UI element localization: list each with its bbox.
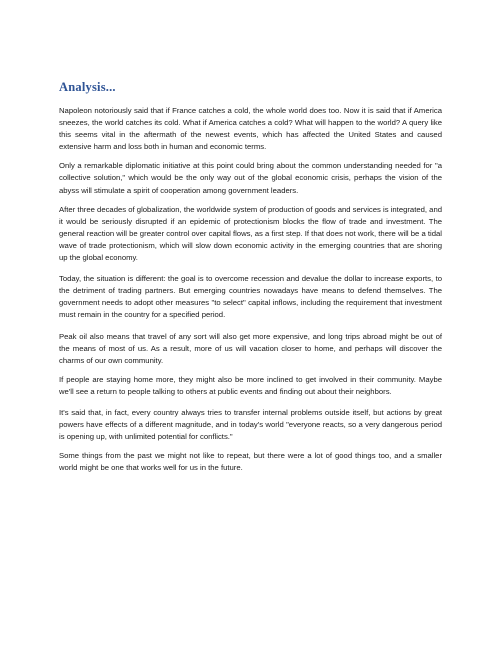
paragraph-napoleon: Napoleon notoriously said that if France catches a cold, the whole world does too. Now it is said that if America sneezes, the world catches its cold. What if America catches a cold? What will happen to the world? A query like this seems vital in the aftermath of the newest events, which has affected the United States and caused extensive harm and loss both in human and economic terms.: [59, 106, 442, 152]
paragraph-peak-oil: Peak oil also means that travel of any sort will also get more expensive, and long trips abroad might be out of the means of most of us. As a result, more of us will vacation closer to home, and perhaps will discover the charms of our own community.: [59, 331, 442, 365]
section-heading: Analysis...: [59, 80, 116, 94]
paragraph-smaller-world: Some things from the past we might not like to repeat, but there were a lot of good things too, and a smaller world might be one that works well for us in the future.: [59, 451, 442, 473]
paragraph-diplomatic-initiative: Only a remarkable diplomatic initiative at this point could bring about the common understanding needed for "a collective solution," which would be the only way out of the global economic crisis, perhaps the vision of the abyss will stimulate a spirit of cooperation among government leaders.: [59, 161, 442, 195]
paragraph-recession: Today, the situation is different: the goal is to overcome recession and devalue the dollar to increase exports, to the detriment of trading partners. But emerging countries nowadays have means to defend themselves. The government needs to adopt other measures "to select" capital inflows, including the requirement that investment must remain in the country for a specified period.: [59, 274, 442, 320]
article-body: [59, 105, 442, 474]
paragraph-community: If people are staying home more, they might also be more inclined to get involved in their community. Maybe we'll see a return to people talking to others at public events and finding out about their neighbors.: [59, 374, 442, 396]
paragraph-globalization: After three decades of globalization, the worldwide system of production of goods and services is integrated, and it would be seriously disrupted if an epidemic of protectionism blocks the flow of trade and investment. The general reaction will be greater control over capital flows, as a first step. If that does not work, there will be a tidal wave of trade protectionism, which will slow down economic activity in the emerging countries that are shoring up the global economy.: [59, 204, 442, 263]
paragraph-great-powers: It's said that, in fact, every country always tries to transfer internal problems outside itself, but actions by great powers have effects of a different magnitude, and in today's world "everyone reacts, so a very dangerous period is opening up, with unlimited potential for conflicts.": [59, 407, 442, 442]
